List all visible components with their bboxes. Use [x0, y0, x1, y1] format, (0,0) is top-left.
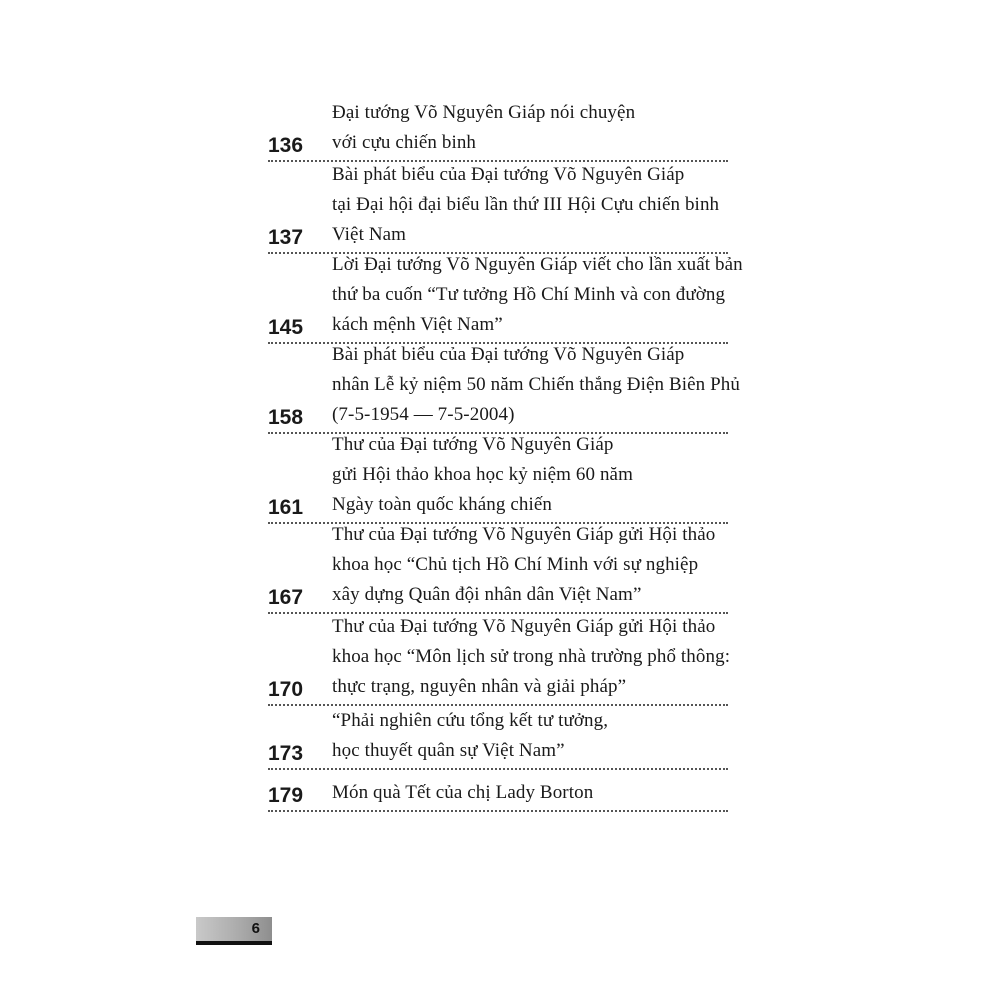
- toc-page-number: 167: [268, 586, 304, 609]
- toc-page-number: 145: [268, 316, 304, 339]
- toc-entry-title: [332, 778, 732, 808]
- toc-title-line: Việt Nam: [332, 224, 407, 245]
- toc-title-line: (7-5-1954 — 7-5-2004): [332, 404, 515, 425]
- toc-entry-title: [332, 706, 732, 766]
- toc-entry-title: [332, 612, 732, 702]
- toc-entry-title: [332, 98, 732, 158]
- toc-title-line: thứ ba cuốn “Tư tưởng Hồ Chí Minh và con đường: [332, 284, 726, 305]
- page-number-tab: [196, 917, 272, 943]
- toc-entry[interactable]: [268, 706, 728, 770]
- toc-page-number: 158: [268, 406, 304, 429]
- toc-entry-title: [332, 340, 740, 430]
- toc-entry[interactable]: [268, 524, 728, 614]
- table-of-contents: [268, 102, 743, 812]
- toc-entry[interactable]: [268, 770, 728, 812]
- toc-entry-title: [332, 250, 743, 340]
- toc-entry[interactable]: [268, 614, 731, 706]
- toc-title-line: kách mệnh Việt Nam”: [332, 314, 503, 335]
- toc-page-number: 137: [268, 226, 304, 249]
- toc-title-line: tại Đại hội đại biểu lần thứ III Hội Cựu chiến binh: [332, 194, 720, 215]
- toc-title-line: thực trạng, nguyên nhân và giải pháp”: [332, 676, 627, 697]
- toc-title-line: xây dựng Quân đội nhân dân Việt Nam”: [332, 584, 642, 605]
- toc-entry[interactable]: [268, 434, 728, 524]
- toc-title-line: “Phải nghiên cứu tổng kết tư tưởng,: [332, 710, 609, 731]
- toc-entry[interactable]: [268, 254, 743, 344]
- toc-title-line: Lời Đại tướng Võ Nguyên Giáp viết cho lần xuất bản: [332, 254, 743, 275]
- toc-title-line: nhân Lễ kỷ niệm 50 năm Chiến thắng Điện Biên Phủ: [332, 374, 740, 395]
- toc-title-line: Món quà Tết của chị Lady Borton: [332, 782, 594, 803]
- toc-title-line: Ngày toàn quốc kháng chiến: [332, 494, 552, 515]
- toc-page-number: 136: [268, 134, 304, 157]
- page-number: 6: [251, 920, 260, 937]
- toc-title-line: Thư của Đại tướng Võ Nguyên Giáp: [332, 434, 614, 455]
- toc-title-line: Bài phát biểu của Đại tướng Võ Nguyên Giáp: [332, 164, 685, 185]
- toc-title-line: khoa học “Môn lịch sử trong nhà trường phổ thông:: [332, 646, 731, 667]
- toc-entry-title: [332, 520, 732, 610]
- toc-entry-title: [332, 160, 732, 250]
- toc-title-line: Thư của Đại tướng Võ Nguyên Giáp gửi Hội thảo: [332, 524, 716, 545]
- toc-title-line: gửi Hội thảo khoa học kỷ niệm 60 năm: [332, 464, 633, 485]
- toc-page-number: 179: [268, 784, 304, 807]
- toc-entry-title: [332, 430, 732, 520]
- toc-title-line: Đại tướng Võ Nguyên Giáp nói chuyện: [332, 102, 636, 123]
- toc-title-line: Thư của Đại tướng Võ Nguyên Giáp gửi Hội thảo: [332, 616, 716, 637]
- toc-title-line: học thuyết quân sự Việt Nam”: [332, 740, 565, 761]
- toc-page-number: 161: [268, 496, 304, 519]
- toc-title-line: với cựu chiến binh: [332, 132, 477, 153]
- toc-page-number: 173: [268, 742, 304, 765]
- toc-entry[interactable]: [268, 104, 728, 162]
- toc-title-line: Bài phát biểu của Đại tướng Võ Nguyên Giáp: [332, 344, 685, 365]
- toc-page-number: 170: [268, 678, 304, 701]
- toc-entry[interactable]: [268, 162, 728, 254]
- toc-title-line: khoa học “Chủ tịch Hồ Chí Minh với sự nghiệp: [332, 554, 699, 575]
- toc-entry[interactable]: [268, 344, 740, 434]
- page-number-underline: [196, 941, 272, 945]
